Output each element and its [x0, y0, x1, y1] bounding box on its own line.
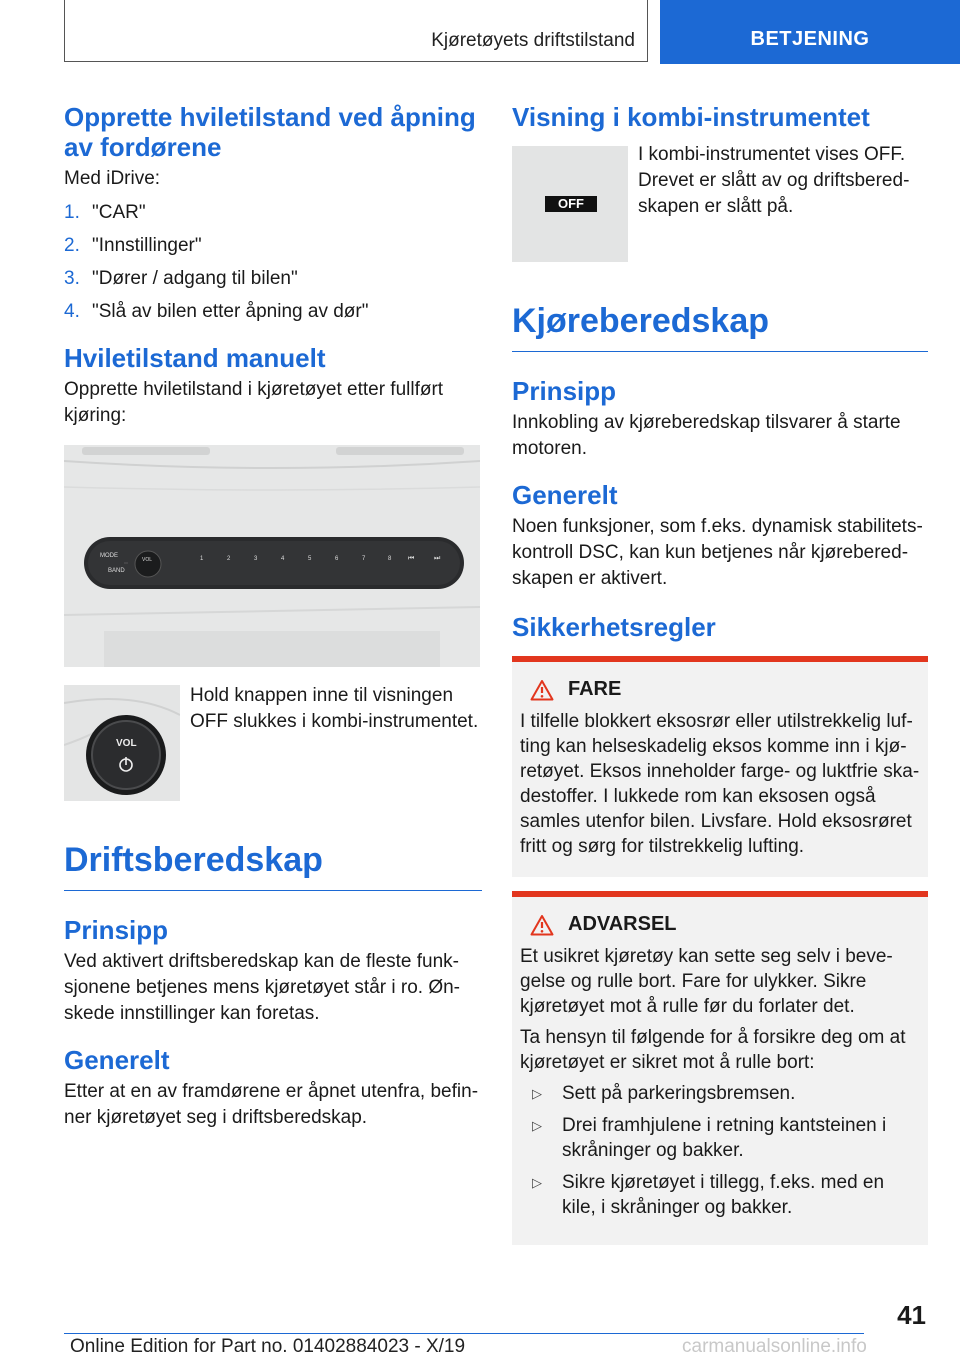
radio-btn-mode: MODE	[100, 553, 118, 559]
knob-row	[64, 685, 482, 803]
section-title-principle-right: Prinsipp	[512, 376, 617, 406]
section-title-general-left: Generelt	[64, 1045, 170, 1075]
danger-text: I tilfelle blokkert eksosrør eller utilstrekkelig lufting kan helseskadelig eksos komme inn i kjøretøyet. Eksos inneholder farge- og luktfrie skadestoffer. I lukkede rom kan eksosen også samles utenfor bilen. Livsfare. Hold eksosrøret fritt og sørg for tilstrekkelig lufting.	[520, 711, 920, 857]
step-number: 4.	[64, 301, 80, 322]
bullet-triangle-icon: ▷	[532, 1175, 542, 1190]
radio-btn-preset-8: 8	[388, 556, 392, 562]
list-item	[64, 299, 482, 325]
list-item	[520, 1081, 920, 1106]
off-display-row	[512, 146, 928, 262]
right-column	[512, 102, 928, 1245]
warning-bullet-list	[520, 1081, 920, 1220]
warning-triangle-icon	[530, 914, 554, 936]
list-item	[64, 233, 482, 259]
idrive-steps-list	[64, 200, 482, 325]
radio-panel-photo	[64, 445, 480, 667]
step-text: "Innstillinger"	[92, 235, 202, 256]
radio-btn-preset-3: 3	[254, 556, 258, 562]
warning-triangle-icon	[530, 679, 554, 701]
radio-btn-preset-2: 2	[227, 556, 231, 562]
danger-title: FARE	[568, 678, 622, 700]
off-indicator: OFF	[545, 196, 597, 212]
warning-title: ADVARSEL	[568, 913, 677, 935]
radio-btn-preset-6: 6	[335, 556, 339, 562]
warning-box	[512, 891, 928, 1245]
principle-text-left: Ved aktivert driftsberedskap kan de fleste funksjonene betjenes mens kjøretøyet står i ro. Ønskede innstillinger kan foretas.	[64, 951, 460, 1024]
knob-vol-label: VOL	[116, 738, 137, 749]
left-column	[64, 102, 482, 1131]
page-number: 41	[897, 1300, 926, 1330]
off-display-photo	[512, 146, 628, 262]
step-text: "Dører / adgang til bilen"	[92, 268, 298, 289]
warning-text-2: Ta hensyn til følgende for å forsikre deg om at kjøretøyet er sikret mot å rulle bort:	[520, 1027, 906, 1073]
footer-rule	[64, 1333, 864, 1334]
list-item	[64, 200, 482, 226]
bullet-text: Drei framhjulene i retning kantsteinen i skråninger og bakker.	[562, 1115, 887, 1161]
warning-heading	[530, 913, 920, 936]
radio-btn-band: BAND	[108, 568, 125, 574]
radio-btn-preset-4: 4	[281, 556, 285, 562]
step-text: "Slå av bilen etter åpning av dør"	[92, 301, 369, 322]
bullet-text: Sikre kjøretøyet i tillegg, f.eks. med en kile, i skråninger og bakker.	[562, 1172, 885, 1218]
idrive-intro: Med iDrive:	[64, 168, 161, 189]
radio-btn-vol: VOL	[142, 557, 153, 563]
list-item	[64, 266, 482, 292]
general-text-right: Noen funksjoner, som f.eks. dynamisk stabilitetskontroll DSC, kan kun betjenes når kjøreberedskapen er aktivert.	[512, 516, 923, 589]
step-number: 1.	[64, 202, 80, 223]
cluster-display-text: I kombi-instrumentet vises OFF. Drevet er slått av og driftsberedskapen er slått på.	[638, 144, 910, 217]
section-title-rest-mode-manual: Hviletilstand manuelt	[64, 343, 326, 373]
radio-btn-preset-1: 1	[200, 556, 204, 562]
header-chapter-tab: BETJENING	[660, 0, 960, 64]
big-title-operating-readiness: Driftsberedskap	[64, 841, 482, 891]
warning-text-1: Et usikret kjøretøy kan sette seg selv i bevegelse og rulle bort. Fare for ulykker. Sikre kjøretøyet mot å rulle før du forlater det.	[520, 946, 893, 1017]
footer-watermark: carmanualsonline.info	[682, 1336, 867, 1357]
section-title-general-right: Generelt	[512, 480, 618, 510]
big-title-driving-readiness: Kjøreberedskap	[512, 302, 928, 352]
step-number: 2.	[64, 235, 80, 256]
bullet-text: Sett på parkeringsbremsen.	[562, 1083, 796, 1104]
radio-panel-illustration	[64, 445, 480, 667]
list-item	[520, 1113, 920, 1163]
step-number: 3.	[64, 268, 80, 289]
vol-knob-photo	[64, 685, 180, 801]
section-title-principle-left: Prinsipp	[64, 915, 169, 945]
danger-box	[512, 656, 928, 877]
section-title-rest-mode-doors: Opprette hviletilstand ved åpning av fordørene	[64, 102, 476, 162]
danger-heading	[530, 678, 920, 701]
footer-edition-text: Online Edition for Part no. 01402884023 - X/19	[70, 1336, 466, 1357]
principle-text-right: Innkobling av kjøreberedskap tilsvarer å starte motoren.	[512, 412, 901, 459]
general-text-left: Etter at en av framdørene er åpnet utenfra, befinner kjøretøyet seg i driftsberedskap.	[64, 1081, 479, 1128]
bullet-triangle-icon: ▷	[532, 1118, 542, 1133]
radio-btn-previous: ⏮	[408, 555, 415, 562]
knob-instruction-text: Hold knappen inne til visningen OFF slukkes i kombi-instrumentet.	[190, 685, 479, 732]
section-title-cluster-display: Visning i kombi-instrumentet	[512, 102, 870, 132]
section-title-safety: Sikkerhetsregler	[512, 612, 716, 642]
header-section-title: Kjøretøyets driftstilstand	[431, 30, 635, 51]
header-frame	[64, 0, 648, 62]
radio-btn-preset-5: 5	[308, 556, 312, 562]
rest-mode-manual-text: Opprette hviletilstand i kjøretøyet etter fullført kjøring:	[64, 379, 444, 426]
radio-btn-preset-7: 7	[362, 556, 366, 562]
step-text: "CAR"	[92, 202, 146, 223]
bullet-triangle-icon: ▷	[532, 1086, 542, 1101]
list-item	[520, 1170, 920, 1220]
radio-btn-next: ⏭	[434, 555, 441, 562]
